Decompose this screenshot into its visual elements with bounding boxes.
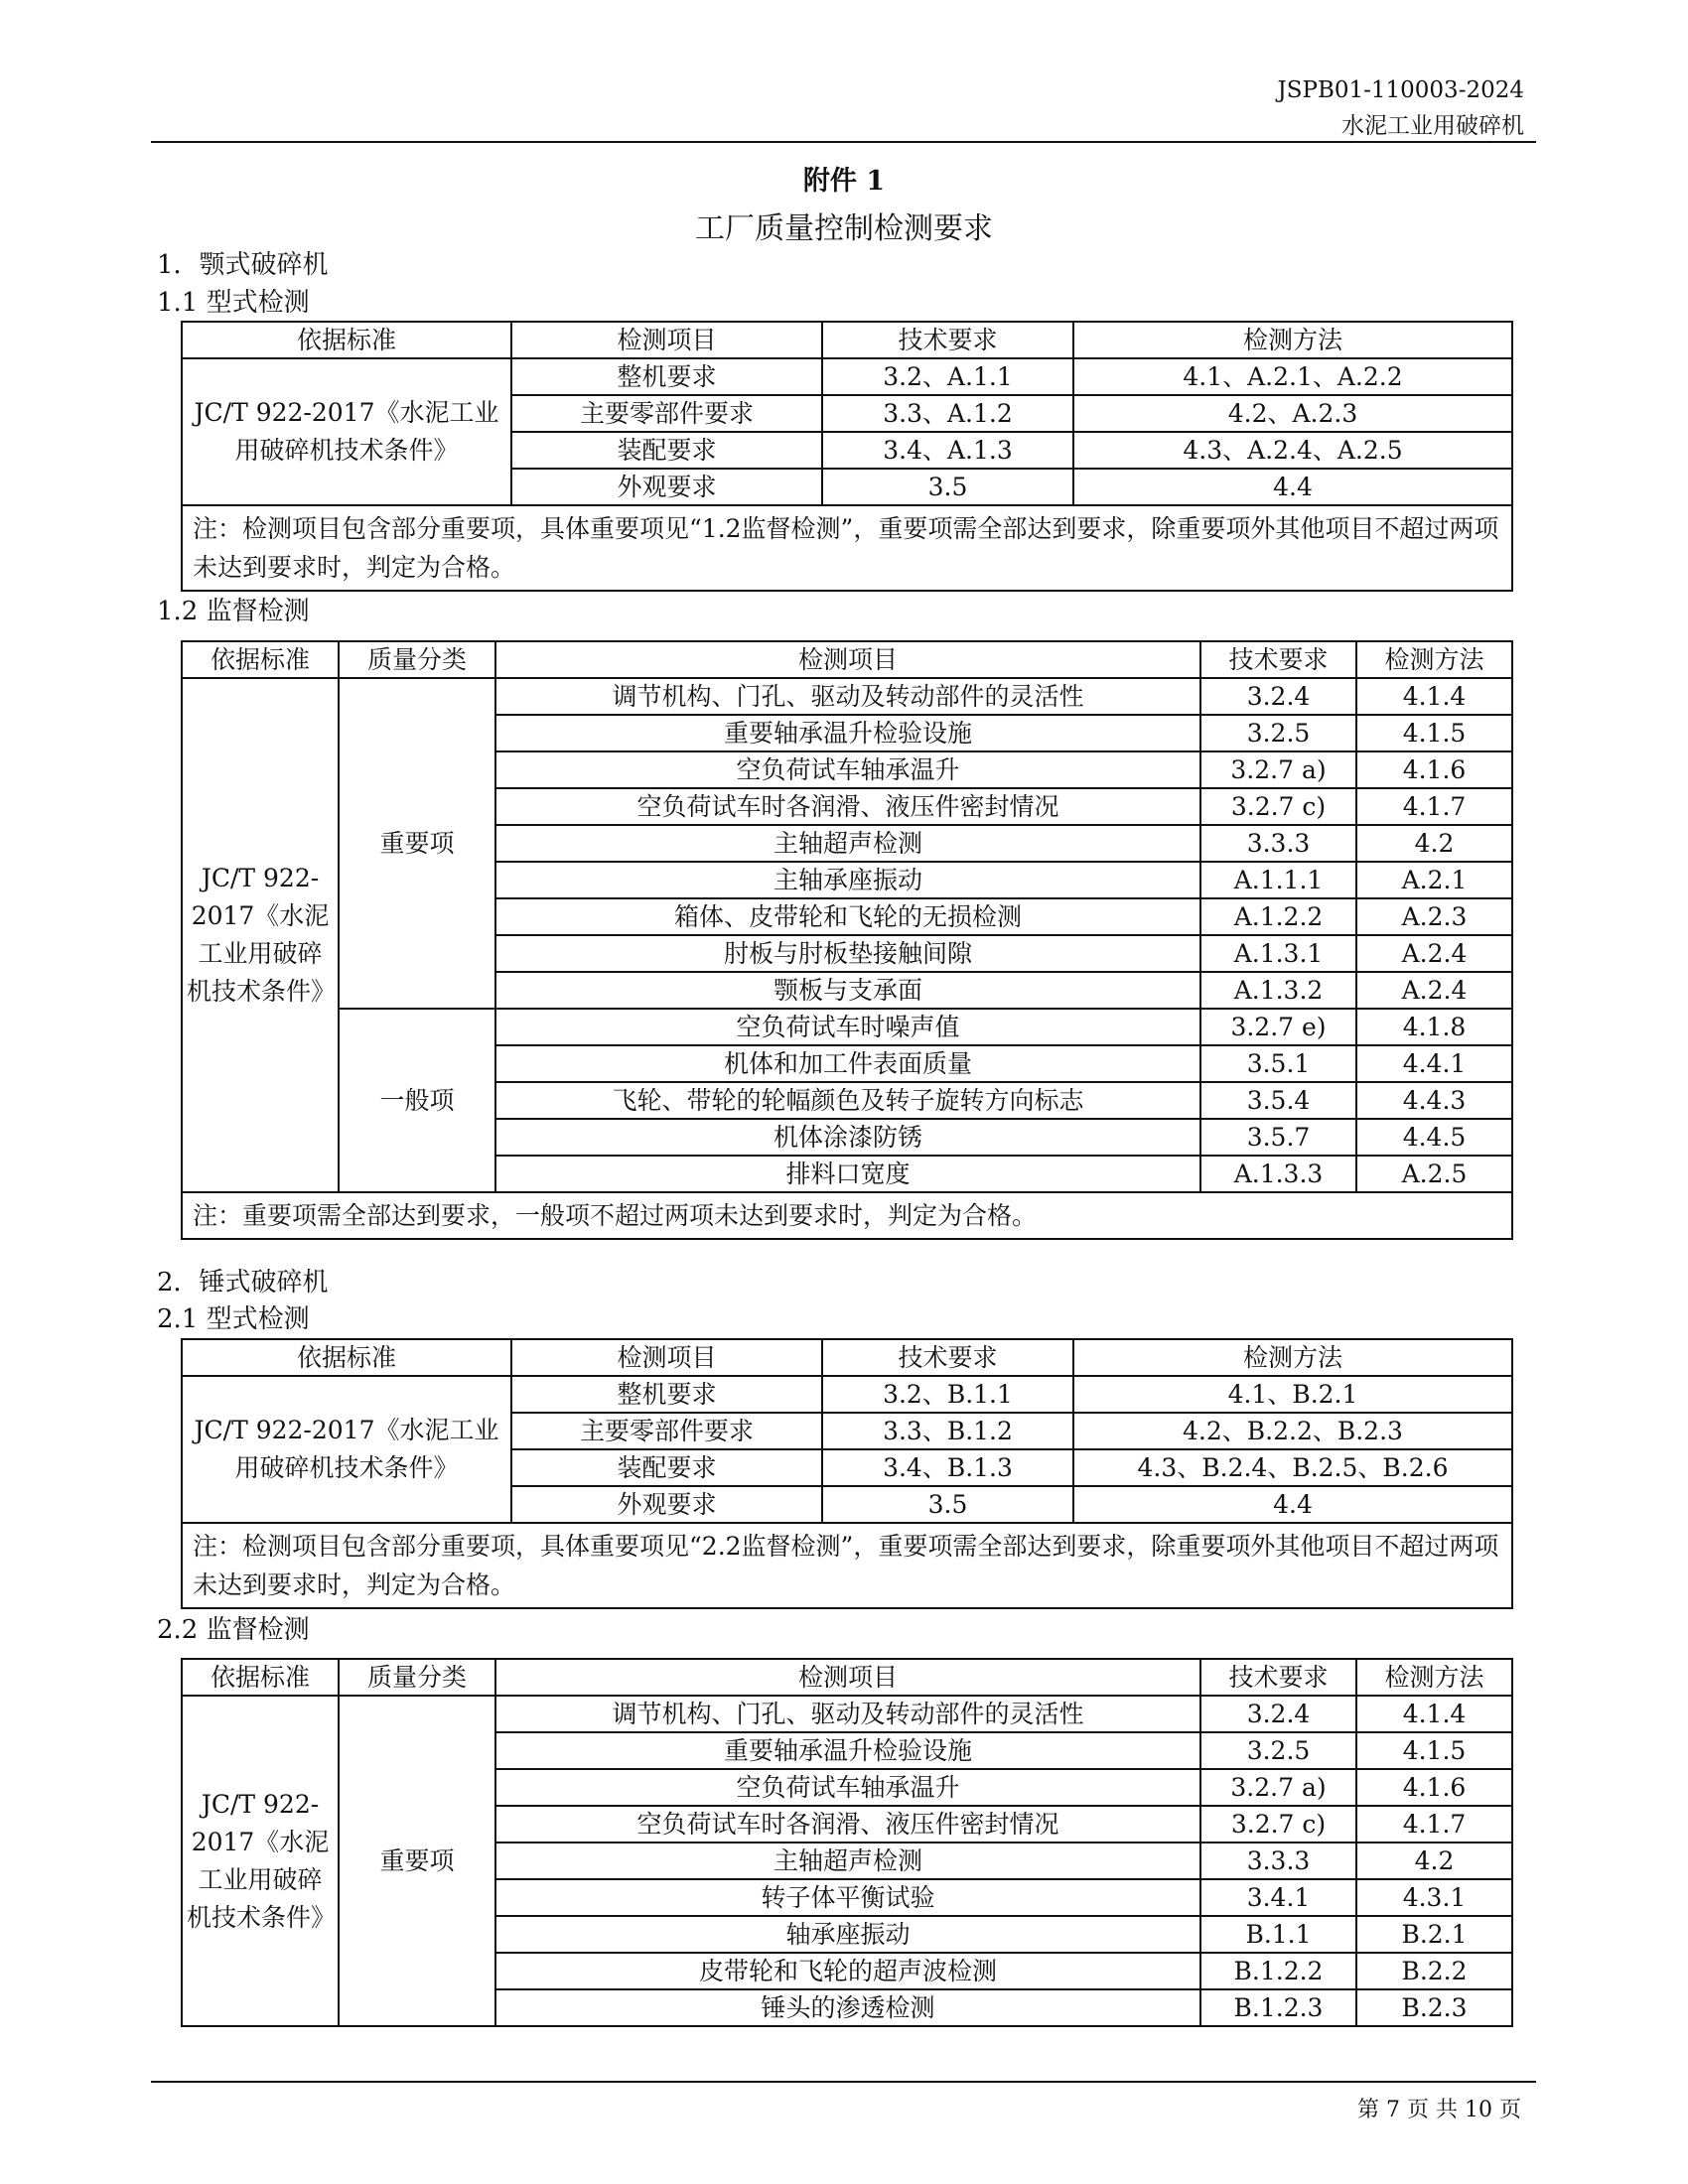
table-row: [182, 1696, 1512, 1732]
table-cell: 3.4、A.1.3: [822, 432, 1073, 469]
table-cell: 主轴超声检测: [495, 825, 1200, 862]
table-cell: 空负荷试车轴承温升: [495, 1769, 1200, 1806]
table-cell: 4.3.1: [1356, 1879, 1512, 1916]
table-row: [182, 678, 1512, 715]
table-cell: 主轴承座振动: [495, 862, 1200, 898]
table-cell: 3.3、B.1.2: [822, 1413, 1073, 1449]
table-cell: B.1.2.2: [1200, 1953, 1356, 1989]
table-cell: 4.4.1: [1356, 1045, 1512, 1082]
header-cell: 依据标准: [182, 1659, 339, 1696]
table-row: [182, 1009, 1512, 1045]
table-cell: B.2.1: [1356, 1916, 1512, 1953]
jaw-type-test-table: [181, 321, 1513, 592]
table-cell: 重要轴承温升检验设施: [495, 715, 1200, 751]
category-important: 重要项: [339, 1696, 495, 2026]
header-cell: 检测方法: [1356, 1659, 1512, 1696]
table-cell: 机体和加工件表面质量: [495, 1045, 1200, 1082]
table-cell: 3.4、B.1.3: [822, 1449, 1073, 1486]
table-cell: A.1.2.2: [1200, 898, 1356, 935]
standard-cell: JC/T 922-2017《水泥工业用破碎机技术条件》: [182, 1696, 339, 2026]
header-cell: 检测项目: [511, 1339, 822, 1376]
table-cell: B.1.2.3: [1200, 1989, 1356, 2026]
table-cell: 3.3.3: [1200, 1843, 1356, 1879]
table-cell: 3.5: [822, 469, 1073, 505]
section-1-1-heading: 1.1 型式检测: [157, 288, 310, 318]
table-cell: 主轴超声检测: [495, 1843, 1200, 1879]
table-cell: A.2.4: [1356, 935, 1512, 972]
table-cell: 4.2、B.2.2、B.2.3: [1073, 1413, 1512, 1449]
standard-cell: JC/T 922-2017《水泥工业用破碎机技术条件》: [182, 1376, 511, 1523]
table-cell: 4.4: [1073, 469, 1512, 505]
header-cell: 技术要求: [1200, 641, 1356, 678]
product-name: 水泥工业用破碎机: [1341, 113, 1524, 139]
table-cell: 4.1.8: [1356, 1009, 1512, 1045]
table-cell: 4.2: [1356, 1843, 1512, 1879]
standard-cell: JC/T 922-2017《水泥工业用破碎机技术条件》: [182, 358, 511, 505]
header-cell: 质量分类: [339, 641, 495, 678]
table-cell: A.1.1.1: [1200, 862, 1356, 898]
table-cell: 3.4.1: [1200, 1879, 1356, 1916]
table-cell: 3.3、A.1.2: [822, 395, 1073, 432]
table-cell: A.1.3.1: [1200, 935, 1356, 972]
table-cell: 轴承座振动: [495, 1916, 1200, 1953]
section-2-heading: 2．锤式破碎机: [157, 1268, 329, 1297]
header-cell: 检测项目: [511, 322, 822, 358]
header-cell: 质量分类: [339, 1659, 495, 1696]
table-cell: 3.5.4: [1200, 1082, 1356, 1119]
table-cell: A.2.4: [1356, 972, 1512, 1009]
header-cell: 检测方法: [1073, 1339, 1512, 1376]
table-cell: 装配要求: [511, 432, 822, 469]
footer-rule: [151, 2081, 1536, 2083]
table-cell: 3.2.4: [1200, 1696, 1356, 1732]
table-cell: 空负荷试车时噪声值: [495, 1009, 1200, 1045]
table-cell: 3.2.7 c): [1200, 1806, 1356, 1843]
header-cell: 检测方法: [1073, 322, 1512, 358]
section-2-1-heading: 2.1 型式检测: [157, 1304, 310, 1334]
table-cell: 锤头的渗透检测: [495, 1989, 1200, 2026]
attachment-label: 附件 1: [802, 166, 886, 197]
table-cell: 4.1.6: [1356, 751, 1512, 788]
table-cell: 空负荷试车时各润滑、液压件密封情况: [495, 1806, 1200, 1843]
table-cell: 3.2、A.1.1: [822, 358, 1073, 395]
table-cell: 肘板与肘板垫接触间隙: [495, 935, 1200, 972]
table-cell: 4.3、B.2.4、B.2.5、B.2.6: [1073, 1449, 1512, 1486]
table-cell: 机体涂漆防锈: [495, 1119, 1200, 1156]
table-cell: 4.4.5: [1356, 1119, 1512, 1156]
table-cell: 空负荷试车时各润滑、液压件密封情况: [495, 788, 1200, 825]
section-1-heading: 1．颚式破碎机: [157, 250, 329, 280]
header-cell: 依据标准: [182, 641, 339, 678]
jaw-supervision-table: [181, 640, 1513, 1240]
table-cell: A.2.3: [1356, 898, 1512, 935]
table-cell: 飞轮、带轮的轮幅颜色及转子旋转方向标志: [495, 1082, 1200, 1119]
table-cell: 3.3.3: [1200, 825, 1356, 862]
table-cell: 整机要求: [511, 358, 822, 395]
section-2-2-heading: 2.2 监督检测: [157, 1615, 310, 1645]
page-title: 工厂质量控制检测要求: [695, 211, 993, 246]
table-header-row: [182, 1339, 1512, 1376]
table-cell: 4.1、A.2.1、A.2.2: [1073, 358, 1512, 395]
table-header-row: [182, 1659, 1512, 1696]
table-cell: 排料口宽度: [495, 1156, 1200, 1192]
table-cell: 4.1.4: [1356, 1696, 1512, 1732]
table-cell: 4.4: [1073, 1486, 1512, 1523]
header-cell: 检测项目: [495, 641, 1200, 678]
header-cell: 依据标准: [182, 322, 511, 358]
table-cell: 4.1.5: [1356, 1732, 1512, 1769]
table-cell: 3.2.7 e): [1200, 1009, 1356, 1045]
table-row: [182, 358, 1512, 395]
table-cell: 4.1.7: [1356, 788, 1512, 825]
table-cell: 4.2、A.2.3: [1073, 395, 1512, 432]
table-cell: 3.5: [822, 1486, 1073, 1523]
table-cell: A.2.1: [1356, 862, 1512, 898]
table-cell: A.1.3.2: [1200, 972, 1356, 1009]
table-cell: B.2.2: [1356, 1953, 1512, 1989]
table-cell: 重要轴承温升检验设施: [495, 1732, 1200, 1769]
hammer-supervision-table: [181, 1658, 1513, 2027]
header-cell: 技术要求: [822, 322, 1073, 358]
table-cell: 3.5.1: [1200, 1045, 1356, 1082]
page-number: 第 7 页 共 10 页: [1357, 2098, 1521, 2122]
header-cell: 依据标准: [182, 1339, 511, 1376]
table-cell: 外观要求: [511, 1486, 822, 1523]
table-cell: 调节机构、门孔、驱动及转动部件的灵活性: [495, 678, 1200, 715]
header-cell: 检测项目: [495, 1659, 1200, 1696]
note-row: [182, 1192, 1512, 1239]
note-row: [182, 1523, 1512, 1608]
table-note: 注：检测项目包含部分重要项，具体重要项见“1.2监督检测”，重要项需全部达到要求，除重要项外其他项目不超过两项未达到要求时，判定为合格。: [182, 505, 1512, 591]
table-cell: 箱体、皮带轮和飞轮的无损检测: [495, 898, 1200, 935]
table-cell: B.1.1: [1200, 1916, 1356, 1953]
hammer-type-test-table: [181, 1338, 1513, 1609]
table-header-row: [182, 641, 1512, 678]
table-cell: 4.1.6: [1356, 1769, 1512, 1806]
header-cell: 技术要求: [1200, 1659, 1356, 1696]
table-cell: 3.2.5: [1200, 1732, 1356, 1769]
category-general: 一般项: [339, 1009, 495, 1192]
note-row: [182, 505, 1512, 591]
table-cell: 整机要求: [511, 1376, 822, 1413]
table-cell: 4.4.3: [1356, 1082, 1512, 1119]
table-cell: 3.2.7 c): [1200, 788, 1356, 825]
section-1-2-heading: 1.2 监督检测: [157, 597, 310, 626]
table-cell: 装配要求: [511, 1449, 822, 1486]
table-cell: 4.1.7: [1356, 1806, 1512, 1843]
table-cell: 转子体平衡试验: [495, 1879, 1200, 1916]
table-cell: 4.3、A.2.4、A.2.5: [1073, 432, 1512, 469]
standard-cell: JC/T 922-2017《水泥工业用破碎机技术条件》: [182, 678, 339, 1192]
table-note: 注：检测项目包含部分重要项，具体重要项见“2.2监督检测”，重要项需全部达到要求，除重要项外其他项目不超过两项未达到要求时，判定为合格。: [182, 1523, 1512, 1608]
table-cell: 3.2.4: [1200, 678, 1356, 715]
table-cell: 3.2.7 a): [1200, 1769, 1356, 1806]
table-cell: 4.1.4: [1356, 678, 1512, 715]
table-cell: 3.2.7 a): [1200, 751, 1356, 788]
table-cell: 主要零部件要求: [511, 1413, 822, 1449]
table-cell: A.1.3.3: [1200, 1156, 1356, 1192]
table-cell: 空负荷试车轴承温升: [495, 751, 1200, 788]
table-cell: 调节机构、门孔、驱动及转动部件的灵活性: [495, 1696, 1200, 1732]
header-cell: 技术要求: [822, 1339, 1073, 1376]
table-cell: 3.2、B.1.1: [822, 1376, 1073, 1413]
category-important: 重要项: [339, 678, 495, 1009]
table-cell: A.2.5: [1356, 1156, 1512, 1192]
table-cell: 皮带轮和飞轮的超声波检测: [495, 1953, 1200, 1989]
table-cell: B.2.3: [1356, 1989, 1512, 2026]
header-rule: [151, 141, 1536, 143]
table-note: 注：重要项需全部达到要求，一般项不超过两项未达到要求时，判定为合格。: [182, 1192, 1512, 1239]
table-cell: 主要零部件要求: [511, 395, 822, 432]
table-cell: 4.1.5: [1356, 715, 1512, 751]
table-cell: 3.5.7: [1200, 1119, 1356, 1156]
header-cell: 检测方法: [1356, 641, 1512, 678]
document-code: JSPB01-110003-2024: [1277, 77, 1524, 103]
table-cell: 3.2.5: [1200, 715, 1356, 751]
table-cell: 4.1、B.2.1: [1073, 1376, 1512, 1413]
table-cell: 4.2: [1356, 825, 1512, 862]
table-row: [182, 1376, 1512, 1413]
table-cell: 颚板与支承面: [495, 972, 1200, 1009]
table-cell: 外观要求: [511, 469, 822, 505]
table-header-row: [182, 322, 1512, 358]
